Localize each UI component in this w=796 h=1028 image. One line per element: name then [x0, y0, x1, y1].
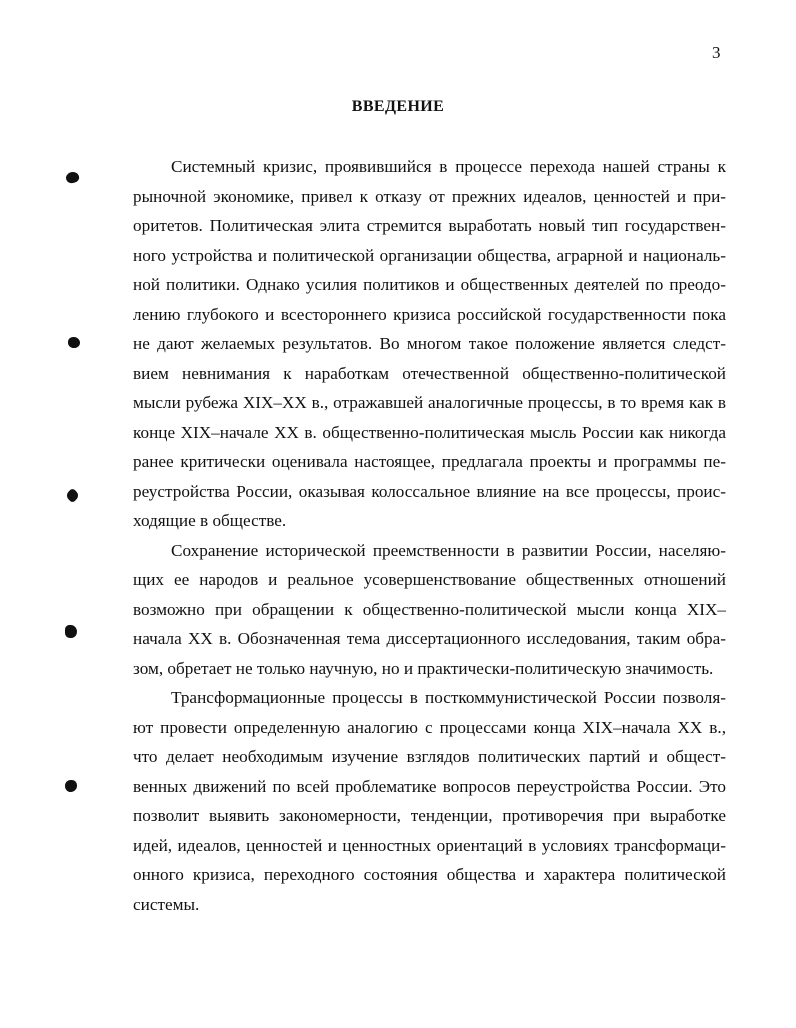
binding-hole-mark	[65, 488, 81, 504]
paragraph: Сохранение исторической преемственности в развитии России, населяющих ее народов и реальное усовершенствование общественных отношений возможно при обращении к общественно-политической мысли конца XIX–начала XX в. Обозначенная тема диссертационного исследования, таким образом, обретает не только научную, но и практически-политическую значимость.	[133, 540, 726, 678]
paragraph: Трансформационные процессы в посткоммунистической России позволяют провести определенную аналогию с процессами конца XIX–начала XX в., что делает необходимым изучение взглядов политических партий и общественных движений по всей проблематике вопросов переустройства России. Это позволит выявить закономерности, тенденции, противоречия при выработке идей, идеалов, ценностей и ценностных ориентаций в условиях трансформационного кризиса, переходного состояния общества и характера политической системы.	[133, 688, 726, 914]
body-text	[133, 152, 726, 919]
binding-hole-mark	[65, 170, 81, 185]
binding-hole-mark	[65, 780, 77, 792]
page-number: 3	[712, 43, 721, 62]
binding-hole-mark	[65, 625, 77, 638]
binding-hole-mark	[68, 337, 80, 348]
page-title: ВВЕДЕНИЕ	[351, 98, 445, 115]
paragraph: Системный кризис, проявившийся в процессе перехода нашей страны к рыночной экономике, привел к отказу от прежних идеалов, ценностей и приоритетов. Политическая элита стремится выработать новый тип государственного устройства и политической организации общества, аграрной и национальной политики. Однако усилия политиков и общественных деятелей по преодолению глубокого и всестороннего кризиса российской государственности пока не дают желаемых результатов. Во многом такое положение является следствием невнимания к наработкам отечественной общественно-политической мысли рубежа XIX–XX в., отражавшей аналогичные процессы, в то время как в конце XIX–начале XX в. общественно-политическая мысль России как никогда ранее критически оценивала настоящее, предлагала проекты и программы переустройства России, оказывая колоссальное влияние на все процессы, происходящие в обществе.	[133, 157, 726, 530]
